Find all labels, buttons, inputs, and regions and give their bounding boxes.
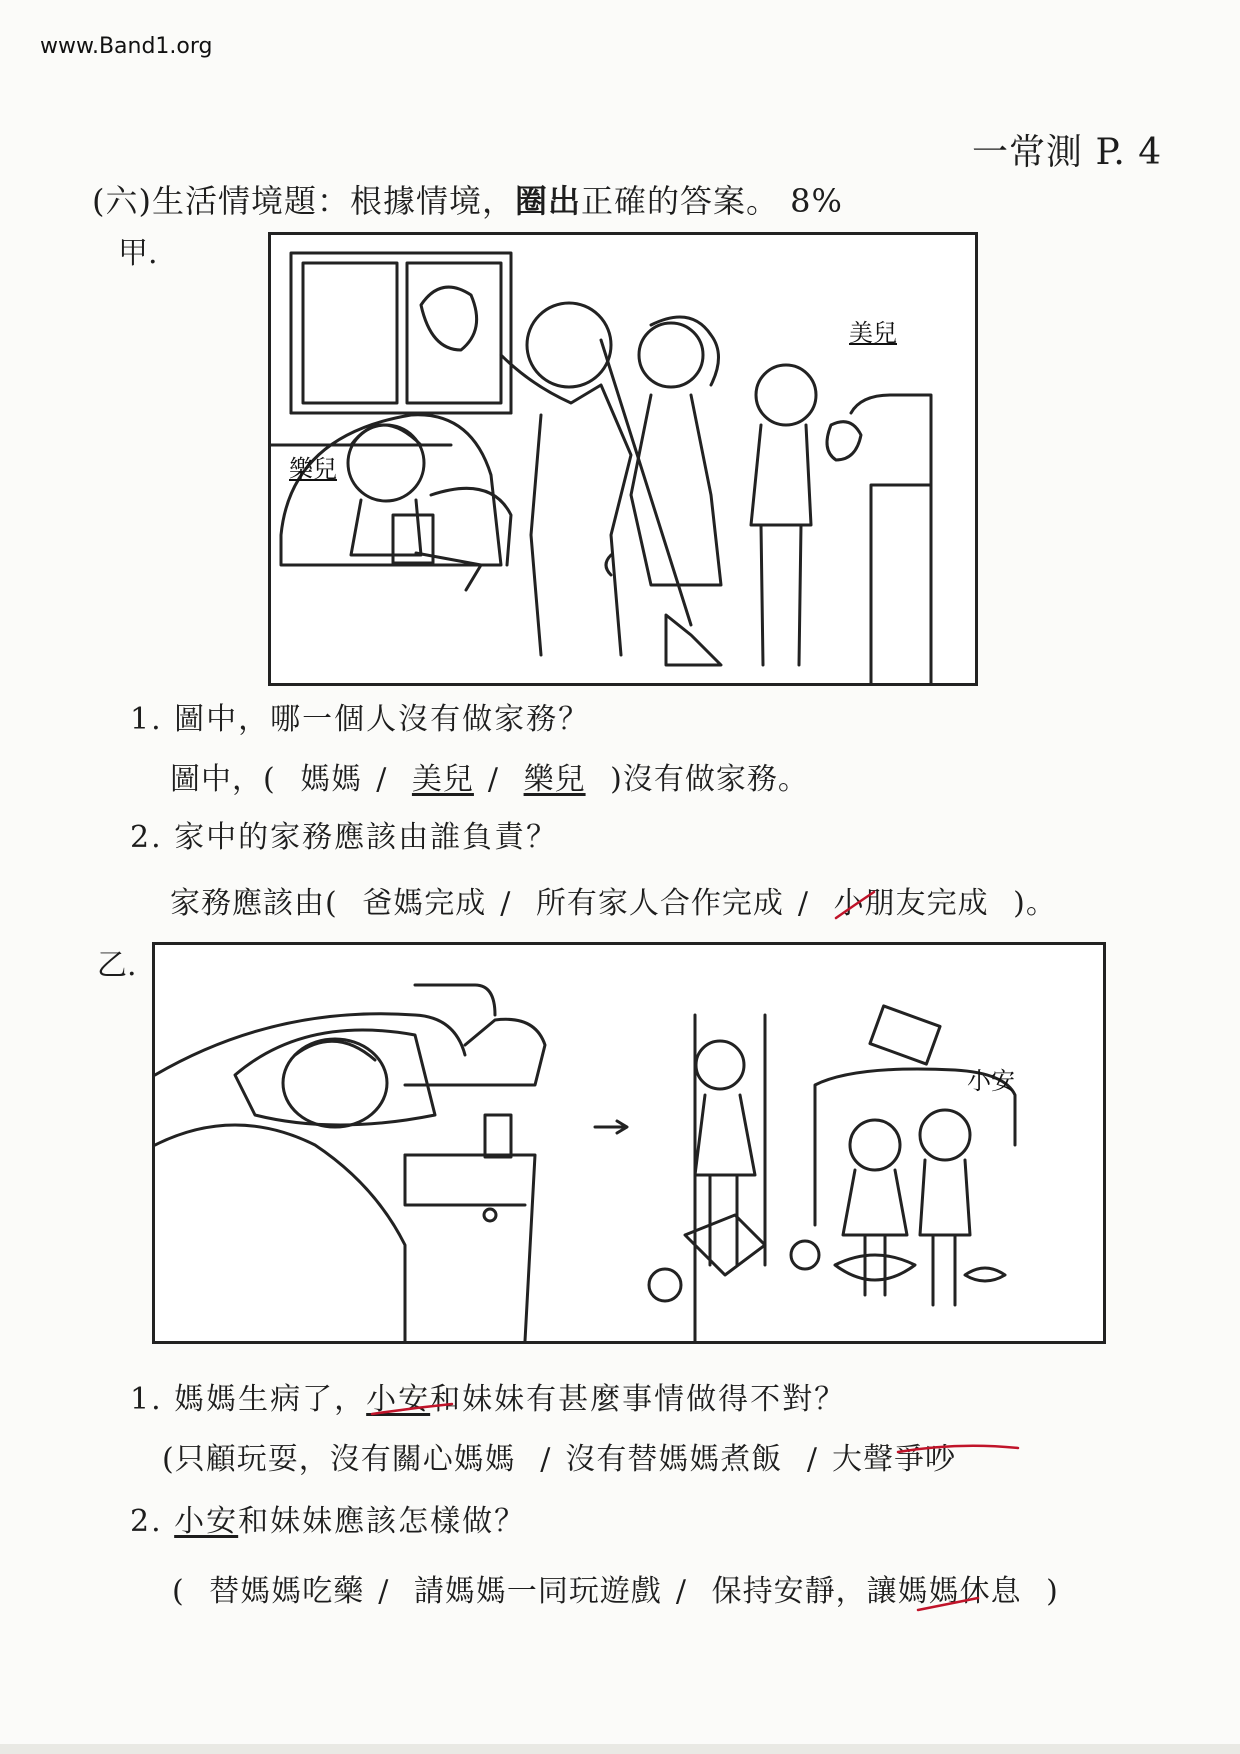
answer-prefix: (	[162, 1442, 175, 1477]
option-loud-quarrel[interactable]: 大聲爭吵	[832, 1442, 957, 1477]
scan-edge	[0, 1744, 1240, 1754]
name-tag-xiao-an: 小安	[967, 1067, 1015, 1095]
option-play-together[interactable]: 請媽媽一同玩遊戲	[413, 1574, 662, 1609]
question-name: 小安	[366, 1382, 431, 1417]
answer-prefix: 家務應該由(	[170, 886, 338, 921]
correction-stroke	[898, 1446, 1018, 1452]
correction-stroke	[372, 1404, 452, 1414]
question-suffix: 和妹妹有甚麼事情做得不對？	[430, 1382, 847, 1417]
site-watermark: www.Band1.org	[40, 34, 213, 59]
option-whole-family[interactable]: 所有家人合作完成	[535, 886, 784, 921]
option-only-play[interactable]: 只顧玩耍，沒有關心媽媽	[174, 1442, 516, 1477]
heading-prefix: (六)生活情境題：根據情境，	[92, 182, 515, 220]
option-mei-er[interactable]: 美兒	[411, 762, 474, 797]
question-suffix: 和妹妹應該怎樣做？	[238, 1504, 527, 1539]
heading-suffix: 正確的答案。 8%	[581, 182, 843, 220]
part-a-answer-1: 圖中，( 媽媽 / 美兒 / 樂兒 )沒有做家務。	[170, 762, 809, 797]
part-b-answer-2: ( 替媽媽吃藥 / 請媽媽一同玩遊戲 / 保持安靜，讓媽媽休息 )	[172, 1574, 1059, 1609]
name-tag-le-er: 樂兒	[289, 455, 337, 483]
part-a-label: 甲.	[118, 236, 158, 271]
part-b-answer-1: (只顧玩耍，沒有關心媽媽 / 沒有替媽媽煮飯 / 大聲爭吵	[162, 1442, 957, 1477]
part-b-label: 乙.	[97, 948, 137, 983]
option-children[interactable]: 小朋友完成	[833, 886, 989, 921]
page-label: 一常測 P. 4	[972, 132, 1163, 173]
answer-suffix: )。	[1013, 886, 1057, 921]
answer-suffix: )	[1046, 1574, 1059, 1609]
part-a-question-1: 1. 圖中，哪一個人沒有做家務？	[130, 702, 591, 737]
option-take-medicine[interactable]: 替媽媽吃藥	[209, 1574, 365, 1609]
question-prefix: 2.	[130, 1504, 175, 1539]
part-a-answer-2: 家務應該由( 爸媽完成 / 所有家人合作完成 / 小朋友完成 )。	[170, 886, 1057, 921]
answer-prefix: 圖中，(	[170, 762, 276, 797]
option-parents[interactable]: 爸媽完成	[362, 886, 487, 921]
heading-bold: 圈出	[514, 182, 581, 220]
option-no-cooking[interactable]: 沒有替媽媽煮飯	[565, 1442, 783, 1477]
answer-prefix: (	[172, 1574, 185, 1609]
correction-stroke	[836, 892, 874, 918]
question-prefix: 1. 媽媽生病了，	[130, 1382, 367, 1417]
correction-stroke	[918, 1598, 978, 1610]
question-name: 小安	[174, 1504, 239, 1539]
name-tag-mei-er: 美兒	[849, 319, 897, 347]
part-a-question-2: 2. 家中的家務應該由誰負責？	[130, 820, 559, 855]
option-le-er[interactable]: 樂兒	[523, 762, 586, 797]
answer-suffix: )沒有做家務。	[610, 762, 809, 797]
option-keep-quiet[interactable]: 保持安靜，讓媽媽休息	[711, 1574, 1022, 1609]
option-mama[interactable]: 媽媽	[300, 762, 363, 797]
